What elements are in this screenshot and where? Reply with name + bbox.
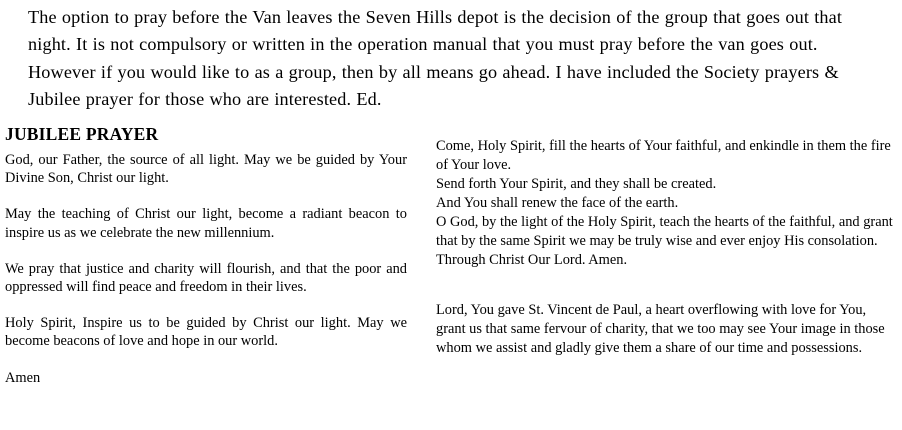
- prayer-line: Come, Holy Spirit, fill the hearts of Your faithful, and enkindle in them the fire of Your love.: [436, 138, 891, 173]
- prayer-line: Send forth Your Spirit, and they shall be created.: [436, 176, 717, 192]
- prayer-line: Through Christ Our Lord. Amen.: [436, 252, 628, 268]
- jubilee-prayer-heading: JUBILEE PRAYER: [5, 124, 159, 144]
- jubilee-paragraph: May the teaching of Christ our light, become a radiant beacon to inspire us as we celebrate the new millennium.: [5, 206, 407, 241]
- st-vincent-prayer: Lord, You gave St. Vincent de Paul, a heart overflowing with love for You, grant us that same fervour of charity, that we too may see Your image in those whom we assist and gladly give them a share of our time and possessions.: [436, 302, 885, 356]
- society-prayers-column: [436, 137, 898, 372]
- jubilee-paragraph: Holy Spirit, Inspire us to be guided by Christ our light. May we become beacons of love and hope in our world.: [5, 315, 407, 350]
- jubilee-paragraph: God, our Father, the source of all light. May we be guided by Your Divine Son, Christ our light.: [5, 152, 407, 187]
- jubilee-amen: Amen: [5, 369, 41, 386]
- jubilee-prayer-column: [5, 124, 407, 387]
- prayer-line: O God, by the light of the Holy Spirit, teach the hearts of the faithful, and grant that by the same Spirit we may be truly wise and ever enjoy His consolation.: [436, 214, 893, 249]
- intro-note: The option to pray before the Van leaves the Seven Hills depot is the decision of the group that goes out that night. It is not compulsory or written in the operation manual that you must pray before the van goes out. However if you would like to as a group, then by all means go ahead. I have included the Society prayers & Jubilee prayer for those who are interested. Ed.: [28, 7, 843, 109]
- prayer-line: And You shall renew the face of the earth.: [436, 195, 679, 211]
- jubilee-paragraph: We pray that justice and charity will flourish, and that the poor and oppressed will find peace and freedom in their lives.: [5, 260, 407, 296]
- holy-spirit-prayer: [436, 137, 898, 270]
